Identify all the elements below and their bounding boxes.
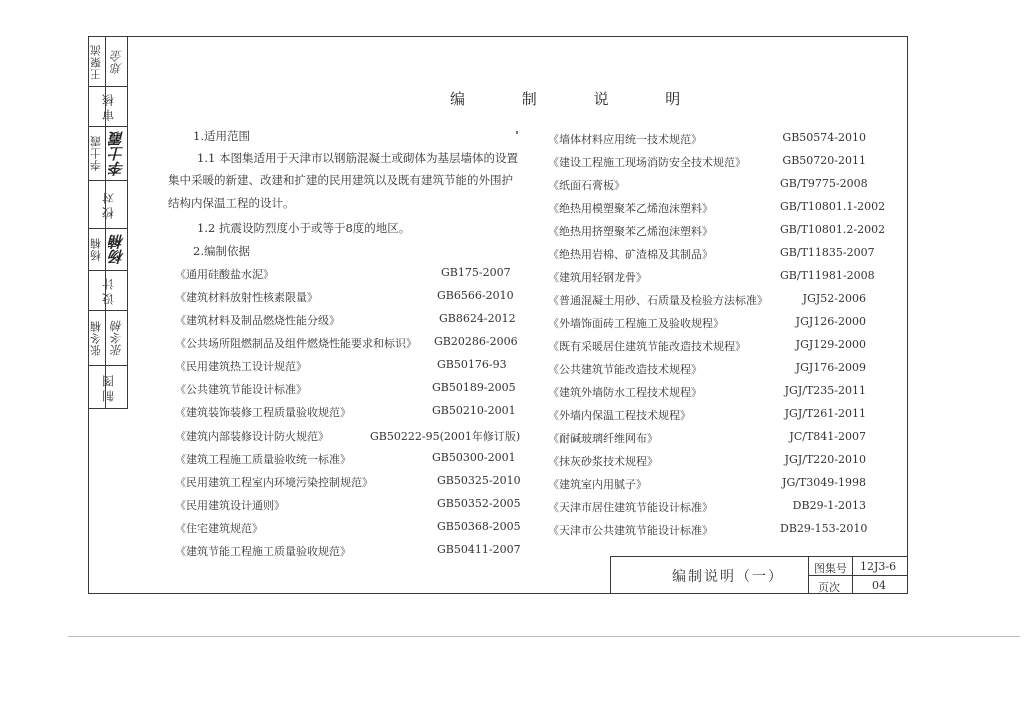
reference-code: JC/T841-2007 (789, 430, 866, 443)
reference-name: 《墙体材料应用统一技术规范》 (548, 133, 702, 146)
reference-code: GB/T10801.2-2002 (780, 223, 886, 236)
page-number-value: 04 (872, 579, 886, 592)
section-heading-scope: 1.适用范围 (193, 129, 250, 143)
reference-code: GB50368-2005 (437, 520, 521, 533)
reference-code: GB/T11981-2008 (780, 269, 875, 282)
reference-code: JGJ129-2000 (795, 338, 866, 351)
reference-code: GB/T11835-2007 (780, 246, 875, 259)
reference-code: GB50300-2001 (432, 451, 516, 464)
reference-name: 《建筑外墙防水工程技术规程》 (548, 386, 702, 399)
reference-name: 《民用建筑热工设计规范》 (175, 360, 307, 373)
atlas-number-label: 图集号 (814, 562, 847, 575)
paragraph-line: 结构内保温工程的设计。 (168, 196, 295, 210)
paragraph-line: 集中采暖的新建、改建和扩建的民用建筑以及既有建筑节能的外围护 (168, 173, 513, 187)
reference-name: 《普通混凝土用砂、石质量及检验方法标准》 (548, 294, 768, 307)
reference-name: 《建筑内部装修设计防火规范》 (175, 430, 329, 443)
reference-code: GB6566-2010 (437, 289, 514, 302)
reference-code: GB/T10801.1-2002 (780, 200, 886, 213)
paragraph-line: 1.2 抗震设防烈度小于或等于8度的地区。 (197, 221, 411, 235)
strip-signature: 郑金 (110, 50, 124, 74)
strip-signature: 李士霞 (108, 131, 126, 176)
reference-name: 《建筑装饰装修工程质量验收规范》 (175, 406, 351, 419)
reference-code: JG/T3049-1998 (782, 476, 866, 489)
reference-code: DB29-153-2010 (780, 522, 868, 535)
reference-code: JGJ176-2009 (795, 361, 866, 374)
reference-code: GB/T9775-2008 (780, 177, 868, 190)
reference-code: GB20286-2006 (434, 335, 518, 348)
reference-name: 《外墙内保温工程技术规程》 (548, 409, 691, 422)
strip-label: 杨楠 (89, 237, 103, 262)
reference-name: 《公共建筑节能改造技术规程》 (548, 363, 702, 376)
page-title: 编 制 说 明 (450, 90, 707, 108)
reference-name: 《建筑工程施工质量验收统一标准》 (175, 453, 351, 466)
strip-signature: 张冬楠 (110, 320, 124, 356)
reference-name: 《外墙饰面砖工程施工及验收规程》 (548, 317, 724, 330)
strip-label-review: 审核 (101, 91, 116, 122)
title-block-title: 编制说明（一） (672, 569, 784, 585)
paragraph-line: 1.1 本图集适用于天津市以钢筋混凝土或砌体为基层墙体的设置 (197, 151, 518, 165)
reference-name: 《绝热用挤塑聚苯乙烯泡沫塑料》 (548, 225, 713, 238)
reference-code: JGJ/T235-2011 (784, 384, 866, 397)
reference-name: 《建筑节能工程施工质量验收规范》 (175, 545, 351, 558)
strip-label-drafting: 制图 (101, 372, 116, 403)
reference-name: 《公共建筑节能设计标准》 (175, 383, 307, 396)
reference-name: 《建筑用轻钢龙骨》 (548, 271, 647, 284)
reference-name: 《绝热用模塑聚苯乙烯泡沫塑料》 (548, 202, 713, 215)
strip-label: 王聚流 (89, 44, 103, 80)
strip-label-design: 设计 (101, 275, 116, 306)
reference-name: 《民用建筑工程室内环境污染控制规范》 (175, 476, 373, 489)
atlas-number-value: 12J3-6 (860, 560, 897, 573)
reference-name: 《通用硅酸盐水泥》 (175, 268, 274, 281)
reference-code: GB50720-2011 (782, 154, 866, 167)
page-number-label: 页次 (818, 581, 840, 594)
reference-code: GB50189-2005 (432, 381, 516, 394)
reference-code: GB175-2007 (441, 266, 511, 279)
reference-code: GB50325-2010 (437, 474, 521, 487)
reference-name: 《绝热用岩棉、矿渣棉及其制品》 (548, 248, 713, 261)
reference-name: 《既有采暖居住建筑节能改造技术规程》 (548, 340, 746, 353)
strip-label: 张冬楠 (89, 320, 103, 356)
reference-code: DB29-1-2013 (792, 499, 866, 512)
reference-code: GB50411-2007 (437, 543, 521, 556)
reference-name: 《建筑材料放射性核素限量》 (175, 291, 318, 304)
scan-edge-line (68, 636, 1020, 637)
scan-speck (516, 131, 518, 134)
reference-code: GB50352-2005 (437, 497, 521, 510)
reference-code: GB50210-2001 (432, 404, 516, 417)
reference-code: JGJ126-2000 (795, 315, 866, 328)
reference-code: JGJ/T220-2010 (784, 453, 866, 466)
reference-name: 《民用建筑设计通则》 (175, 499, 285, 512)
reference-code: JGJ52-2006 (802, 292, 866, 305)
strip-signature: 杨楠 (108, 234, 126, 265)
reference-name: 《天津市公共建筑节能设计标准》 (548, 524, 713, 537)
reference-name: 《建设工程施工现场消防安全技术规范》 (548, 156, 746, 169)
reference-name: 《天津市居住建筑节能设计标准》 (548, 501, 713, 514)
reference-code: GB50574-2010 (782, 131, 866, 144)
reference-name: 《耐碱玻璃纤维网布》 (548, 432, 658, 445)
strip-label-check: 校对 (101, 189, 116, 220)
reference-name: 《抹灰砂浆技术规程》 (548, 455, 658, 468)
reference-name: 《建筑材料及制品燃烧性能分级》 (175, 314, 340, 327)
reference-name: 《公共场所阻燃制品及组件燃烧性能要求和标识》 (175, 337, 417, 350)
section-heading-basis: 2.编制依据 (193, 244, 250, 258)
reference-name: 《纸面石膏板》 (548, 179, 625, 192)
strip-label: 李士霞 (89, 135, 103, 172)
reference-name: 《建筑室内用腻子》 (548, 478, 647, 491)
reference-code: JGJ/T261-2011 (784, 407, 866, 420)
reference-code: GB8624-2012 (439, 312, 516, 325)
reference-code: GB50222-95(2001年修订版) (370, 430, 521, 443)
reference-code: GB50176-93 (437, 358, 507, 371)
reference-name: 《住宅建筑规范》 (175, 522, 263, 535)
